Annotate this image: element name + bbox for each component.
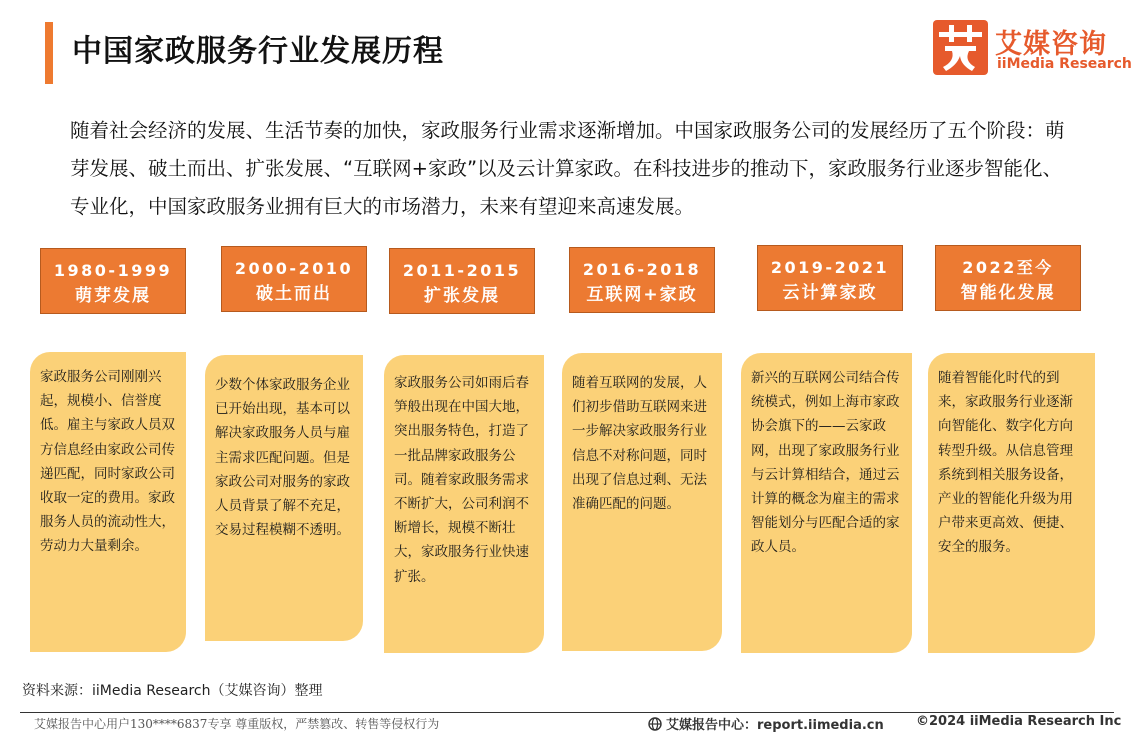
footer-copyright-notice: 艾媒报告中心用户130****6837专享 尊重版权，严禁篡改、转售等侵权行为: [34, 717, 440, 731]
page-title: 中国家政服务行业发展历程: [72, 34, 444, 69]
iimedia-logo: [933, 20, 1132, 78]
logo-name-en: iiMedia Research: [997, 56, 1132, 72]
title-accent-bar: [45, 22, 53, 84]
source-note: 资料来源：iiMedia Research（艾媒咨询）整理: [22, 683, 323, 699]
stage-description: 新兴的互联网公司结合传统模式，例如上海市家政协会旗下的——云家政网，出现了家政服务行业与云计算相结合，通过云计算的概念为雇主的需求智能划分与匹配合适的家政人员。: [751, 370, 900, 556]
globe-icon: [648, 717, 662, 731]
stage-tag-2019-2021: [757, 245, 903, 311]
stage-card-2016-2018: [562, 353, 722, 651]
stage-description: 随着互联网的发展，人们初步借助互联网来进一步解决家政服务行业信息不对称问题，同时出现了信息过剩、无法准确匹配的问题。: [572, 375, 707, 513]
stage-tag-2000-2010: [221, 246, 367, 312]
stage-tag-2011-2015: [389, 248, 535, 314]
stage-tag-2022-now: [935, 245, 1081, 311]
stage-name: 破土而出: [256, 284, 332, 304]
stage-tag-1980-1999: [40, 248, 186, 314]
stage-name: 智能化发展: [960, 283, 1056, 303]
stage-years: 1980-1999: [53, 261, 173, 280]
stage-years: 2019-2021: [770, 258, 890, 277]
stage-years: 2011-2015: [402, 261, 522, 280]
stage-name: 云计算家政: [782, 283, 878, 303]
intro-paragraph: 随着社会经济的发展、生活节奏的加快，家政服务行业需求逐渐增加。中国家政服务公司的发展经历了五个阶段：萌芽发展、破土而出、扩张发展、“互联网+家政”以及云计算家政。在科技进步的推动下，家政服务行业逐步智能化、专业化，中国家政服务业拥有巨大的市场潜力，未来有望迎来高速发展。: [70, 119, 1065, 218]
footer-divider: [20, 712, 1114, 713]
stage-card-1980-1999: [30, 352, 186, 652]
stage-name: 萌芽发展: [75, 286, 151, 306]
stage-card-2019-2021: [741, 353, 912, 653]
iimedia-logo-mark-icon: [933, 20, 988, 75]
stage-description: 家政服务公司刚刚兴起，规模小、信誉度低。雇主与家政人员双方信息经由家政公司传递匹配，同时家政公司收取一定的费用。家政服务人员的流动性大，劳动力大量剩余。: [40, 369, 175, 555]
stage-name: 互联网+家政: [586, 285, 698, 305]
stage-years: 2016-2018: [582, 260, 702, 279]
stage-years: 2022至今: [962, 258, 1054, 277]
stage-years: 2000-2010: [234, 259, 354, 278]
stage-card-2000-2010: [205, 355, 363, 641]
stage-description: 随着智能化时代的到来，家政服务行业逐渐向智能化、数字化方向转型升级。从信息管理系统到相关服务设备，产业的智能化升级为用户带来更高效、便捷、安全的服务。: [938, 370, 1073, 556]
stage-description: 少数个体家政服务企业已开始出现，基本可以解决家政服务人员与雇主需求匹配问题。但是家政公司对服务的家政人员背景了解不充足，交易过程模糊不透明。: [215, 377, 350, 539]
footer-report-center-text[interactable]: 艾媒报告中心：report.iimedia.cn: [666, 718, 884, 733]
footer-company-copyright: ©2024 iiMedia Research Inc: [916, 714, 1122, 729]
logo-name-cn: 艾媒咨询: [995, 29, 1107, 60]
stage-tag-2016-2018: [569, 247, 715, 313]
stage-card-2022-now: [928, 353, 1095, 653]
stage-name: 扩张发展: [424, 286, 500, 306]
stage-description: 家政服务公司如雨后春笋般出现在中国大地，突出服务特色，打造了一批品牌家政服务公司。随着家政服务需求不断扩大，公司利润不断增长，规模不断壮大，家政服务行业快速扩张。: [394, 375, 529, 585]
footer-report-center: [648, 714, 884, 733]
stage-card-2011-2015: [384, 355, 544, 653]
